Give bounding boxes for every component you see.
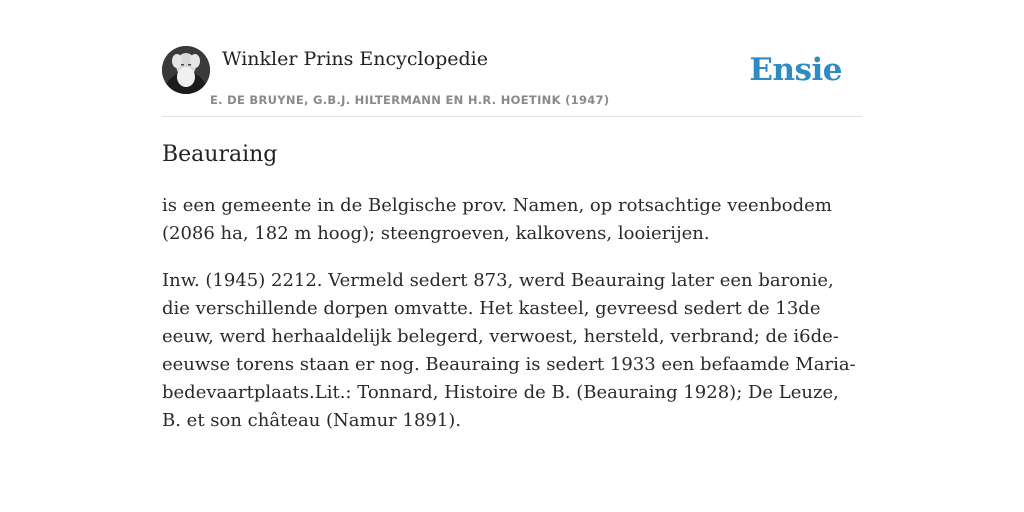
book-authors: E. DE BRUYNE, G.B.J. HILTERMANN EN H.R. HOETINK (1947) bbox=[210, 93, 610, 107]
article-body bbox=[162, 192, 862, 454]
book-title[interactable]: Winkler Prins Encyclopedie bbox=[222, 48, 488, 70]
article-paragraph: Inw. (1945) 2212. Vermeld sedert 873, werd Beauraing later een baronie, die verschillende dorpen omvatte. Het kasteel, gevreesd sedert de 13de eeuw, werd herhaaldelijk belegerd, verwoest, hersteld, verbrand; de i6de-eeuwse torens staan er nog. Beauraing is sedert 1933 een befaamde Maria-bedevaartplaats.Lit.: Tonnard, Histoire de B. (Beauraing 1928); De Leuze, B. et son château (Namur 1891). bbox=[162, 270, 856, 431]
header bbox=[162, 46, 862, 117]
article-title: Beauraing bbox=[162, 142, 278, 167]
article-paragraph: is een gemeente in de Belgische prov. Namen, op rotsachtige veenbodem (2086 ha, 182 m hoog); steengroeven, kalkovens, looierijen. bbox=[162, 195, 832, 244]
author-portrait-icon bbox=[162, 46, 210, 94]
ensie-logo-link[interactable]: Ensie bbox=[749, 52, 842, 88]
author-avatar[interactable] bbox=[162, 46, 210, 94]
